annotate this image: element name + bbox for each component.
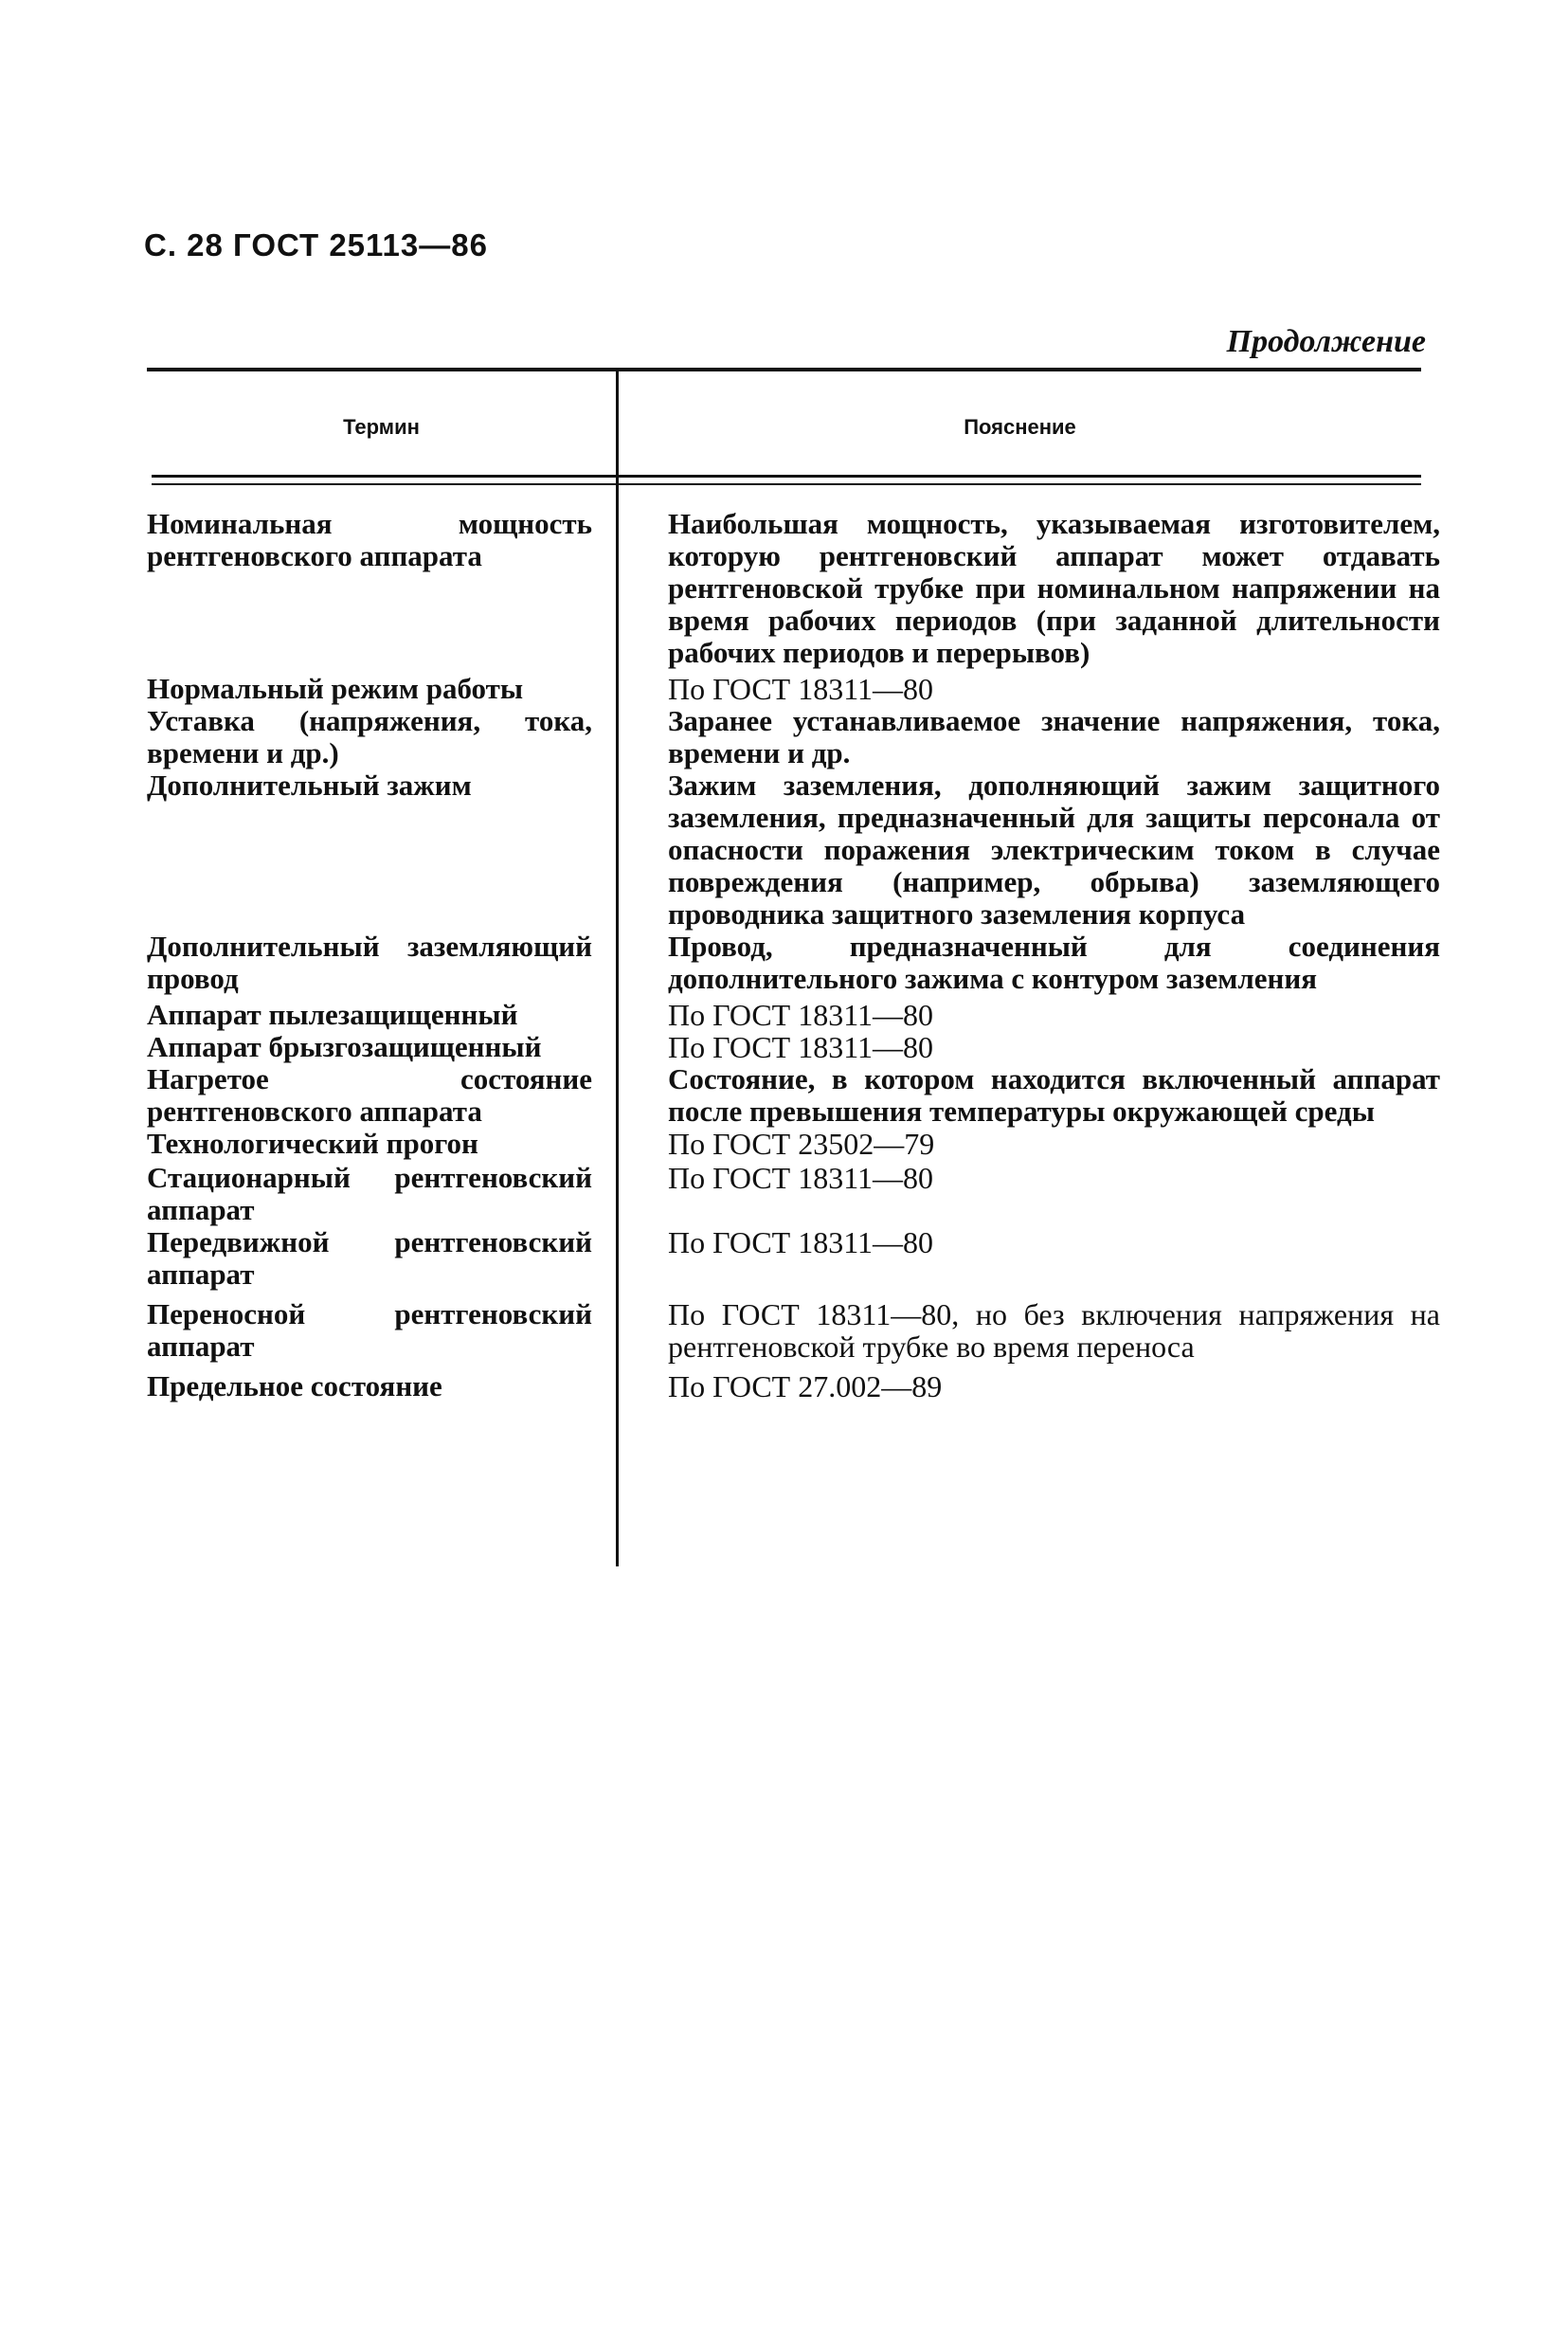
table-row [147,1031,1421,1063]
continuation-label: Продолжение [1226,324,1426,359]
term-cell: Передвижной рентгеновский аппарат [147,1225,592,1291]
term-cell: Аппарат брызгозащищенный [147,1030,542,1063]
table-row [147,1128,1421,1160]
explanation-cell: По ГОСТ 18311—80 [668,1161,934,1195]
explanation-cell: По ГОСТ 18311—80 [668,1030,934,1064]
term-cell: Дополнительный зажим [147,769,472,802]
page-header: С. 28 ГОСТ 25113—86 [144,227,488,262]
table-top-rule [147,368,1421,371]
term-cell: Стационарный рентгеновский аппарат [147,1161,592,1226]
explanation-cell: По ГОСТ 23502—79 [668,1127,935,1161]
term-cell: Нормальный режим работы [147,672,524,705]
table-row [147,1162,1421,1226]
explanation-cell: По ГОСТ 18311—80, но без включения напряжения на рентгеновской трубке во время переноса [668,1297,1440,1364]
table-row [147,769,1440,931]
table-row [147,704,1440,769]
header-rule-double [152,483,1421,485]
explanation-cell: По ГОСТ 18311—80 [668,1225,934,1259]
explanation-cell: По ГОСТ 18311—80 [668,998,934,1032]
table-row [147,999,1421,1031]
table-row [147,673,1421,705]
term-cell: Дополнительный заземляющий провод [147,930,592,995]
table-row [147,1226,1421,1291]
column-header-explanation: Пояснение [964,415,1076,439]
explanation-cell: Наибольшая мощность, указываемая изготовителем, которую рентгеновский аппарат может отдавать рентгеновской трубке при номинальном напряжении на время рабочих периодов (при заданной длительности рабочих периодов и перерывов) [668,507,1440,669]
explanation-cell: Зажим заземления, дополняющий зажим защитного заземления, предназначенный для защиты персонала от опасности поражения электрическим током в случае повреждения (например, обрыва) заземляющего проводника защитного заземления корпуса [668,769,1440,931]
term-cell: Уставка (напряжения, тока, времени и др.) [147,704,592,769]
header-rule [152,475,1421,478]
column-header-term: Термин [343,415,420,439]
term-cell: Нагретое состояние рентгеновского аппарата [147,1062,592,1128]
table-row [147,1062,1440,1128]
table-row [147,1297,1440,1364]
term-cell: Номинальная мощность рентгеновского аппарата [147,507,592,572]
table-body [147,507,1440,1408]
table-row [147,930,1440,995]
terms-table [147,368,1440,1571]
table-row [147,1370,1421,1402]
explanation-cell: По ГОСТ 27.002—89 [668,1369,943,1403]
term-cell: Технологический прогон [147,1127,478,1160]
explanation-cell: Заранее устанавливаемое значение напряжения, тока, времени и др. [668,704,1440,769]
table-row [147,507,1440,669]
term-cell: Переносной рентгеновский аппарат [147,1297,592,1363]
term-cell: Аппарат пылезащищенный [147,998,518,1031]
explanation-cell: По ГОСТ 18311—80 [668,672,934,706]
explanation-cell: Провод, предназначенный для соединения дополнительного зажима с контуром заземления [668,930,1440,995]
explanation-cell: Состояние, в котором находится включенный аппарат после превышения температуры окружающей среды [668,1062,1440,1128]
term-cell: Предельное состояние [147,1369,442,1402]
